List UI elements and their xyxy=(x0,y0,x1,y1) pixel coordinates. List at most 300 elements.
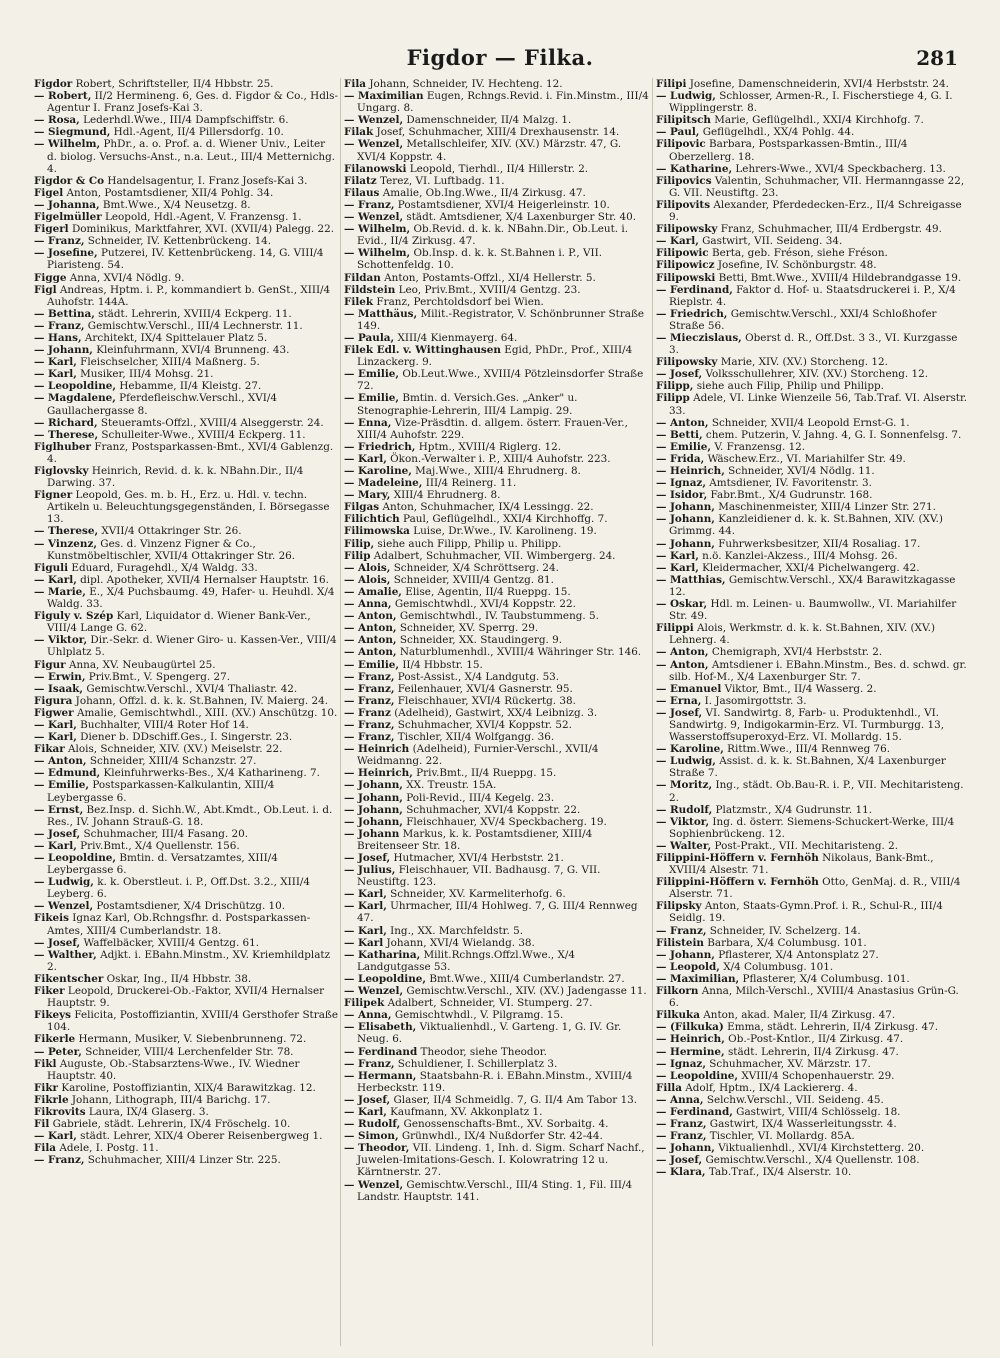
directory-entry xyxy=(34,90,338,114)
entry-details: Diener b. DDschiff.Ges., I. Singerstr. 23. xyxy=(80,731,293,744)
entry-name: — Matthias, xyxy=(656,573,726,586)
entry-name: Filatz xyxy=(344,174,377,187)
directory-entry xyxy=(34,586,338,610)
entry-name: — Hermann, xyxy=(344,1069,417,1082)
entry-details: Tischler, XII/4 Wolfgangg. 36. xyxy=(397,731,555,744)
entry-details: Franz, Perchtoldsdorf bei Wien. xyxy=(376,295,544,308)
entry-name: — Anton, xyxy=(344,646,397,659)
entry-name: Filippi xyxy=(656,622,694,635)
entry-name: — Hans, xyxy=(34,331,82,344)
entry-details: Putzerei, IV. Kettenbrückeng. 14, G. VIII/4 Piaristeng. 54. xyxy=(47,247,324,272)
directory-entry xyxy=(34,211,338,223)
entry-name: Fiker xyxy=(34,985,65,998)
directory-entry xyxy=(344,308,650,332)
entry-name: — Viktor, xyxy=(34,634,88,647)
entry-details: Ökon.-Verwalter i. P., XIII/4 Auhofstr. 223. xyxy=(390,452,611,465)
directory-entry xyxy=(34,949,338,973)
directory-entry xyxy=(344,634,650,646)
entry-details: Adele, I. Postg. 11. xyxy=(59,1142,159,1155)
entry-name: Filipovic xyxy=(656,138,706,151)
entry-name: Filipowski xyxy=(656,271,716,284)
entry-name: — Paula, xyxy=(344,331,395,344)
entry-details: Luise, Dr.Wwe., IV. Karolineng. 19. xyxy=(413,525,597,538)
directory-entry xyxy=(34,743,338,755)
directory-entry xyxy=(34,320,338,332)
directory-entry xyxy=(344,888,650,900)
entry-name: — Emilie, xyxy=(34,779,89,792)
entry-details: Schneider, XIII/4 Schanzstr. 27. xyxy=(89,755,257,768)
entry-name: — Anna, xyxy=(344,598,392,611)
entry-details: Adele, VI. Linke Wienzeile 56, Tab.Traf. VI. Alserstr. 33. xyxy=(669,392,968,417)
entry-details: Chemigraph, XVI/4 Herbststr. 2. xyxy=(711,646,883,659)
directory-entry xyxy=(344,114,650,126)
directory-entry xyxy=(34,1033,338,1045)
directory-column-2 xyxy=(344,78,650,1350)
entry-details: Schuhmacher, III/4 Fasang. 20. xyxy=(83,827,249,840)
entry-name: Filek xyxy=(344,295,374,308)
directory-entry xyxy=(344,719,650,731)
directory-entry xyxy=(344,695,650,707)
entry-name: — Rudolf, xyxy=(344,1118,401,1131)
entry-name: — Franz, xyxy=(344,718,395,731)
entry-details: Johann, XVI/4 Wielandg. 38. xyxy=(386,936,535,949)
directory-entry xyxy=(656,937,968,949)
entry-name: Fikr xyxy=(34,1081,58,1094)
entry-name: — Ludwig, xyxy=(656,90,716,103)
directory-entry xyxy=(344,562,650,574)
entry-details: Hutmacher, XVI/4 Herbststr. 21. xyxy=(393,852,564,864)
entry-name: Figge xyxy=(34,271,67,284)
entry-details: E., X/4 Puchsbaumg. 49, Hafer- u. Heuhdl. X/4 Waldg. 33. xyxy=(47,585,335,611)
directory-entry xyxy=(656,138,968,162)
directory-entry xyxy=(344,852,650,864)
directory-entry xyxy=(344,659,650,671)
entry-details: VII. Lindeng. 1, Inh. d. Sigm. Scharf Nachf., Juwelen-Imitations-Gesch. I. Kolowratring 12 u. Kärntnerstr. 27. xyxy=(357,1142,645,1179)
directory-entry xyxy=(34,272,338,284)
directory-entry xyxy=(656,356,968,368)
directory-entry xyxy=(656,755,968,779)
entry-details: Kaufmann, XV. Akkonplatz 1. xyxy=(390,1105,543,1118)
entry-details: Milit.Rchngs.Offzl.Wwe., X/4 Landgutgasse 53. xyxy=(357,948,576,973)
entry-details: Fuhrwerksbesitzer, XII/4 Rosaliag. 17. xyxy=(718,537,921,550)
entry-details: Schneider, XVII/4 Leopold Ernst-G. 1. xyxy=(711,416,910,429)
entry-name: — Wenzel, xyxy=(344,114,404,127)
entry-details: Heinrich, Revid. d. k. k. NBahn.Dir., II/4 Darwing. 37. xyxy=(47,465,304,490)
entry-details: Ob.Leut.Wwe., XVIII/4 Pötzleinsdorfer Straße 72. xyxy=(357,368,644,393)
entry-name: — Marie, xyxy=(34,585,86,598)
entry-name: Filanowski xyxy=(344,162,407,175)
entry-details: Josefine, Damenschneiderin, XVI/4 Herbststr. 24. xyxy=(689,78,949,90)
entry-details: Lederhdl.Wwe., III/4 Dampfschiffstr. 6. xyxy=(83,114,289,127)
entry-details: Anton, Postamts-Offzl., XI/4 Hellerstr. 5. xyxy=(384,271,596,284)
entry-details: Alois, Schneider, XIV. (XV.) Meiselstr. 22. xyxy=(68,743,283,756)
directory-entry xyxy=(344,501,650,513)
entry-name: — Johann, xyxy=(344,791,403,804)
entry-name: — Franz xyxy=(344,706,391,719)
directory-entry xyxy=(656,392,968,416)
entry-details: Robert, Schriftsteller, II/4 Hbbstr. 25. xyxy=(75,78,274,90)
directory-entry xyxy=(656,779,968,803)
directory-entry xyxy=(34,719,338,731)
directory-entry xyxy=(344,792,650,804)
directory-entry xyxy=(34,767,338,779)
entry-details: X/4 Columbusg. 101. xyxy=(723,960,834,973)
directory-entry xyxy=(34,1154,338,1166)
directory-entry xyxy=(344,646,650,658)
entry-details: Bmt.Wwe., XIII/4 Cumberlandstr. 27. xyxy=(429,972,625,985)
entry-name: — Johann, xyxy=(344,815,403,828)
entry-name: — Leopoldine, xyxy=(344,972,426,985)
entry-details: XIII/4 Ehrudnerg. 8. xyxy=(393,489,501,502)
entry-details: Assist. d. k. k. St.Bahnen, X/4 Laxenburger Straße 7. xyxy=(669,755,946,780)
entry-details: Schlosser, Armen-R., I. Fischerstiege 4, G. I. Wipplingerstr. 8. xyxy=(669,90,953,115)
entry-name: Figuli xyxy=(34,561,69,574)
entry-details: Otto, GenMaj. d. R., VIII/4 Alserstr. 71. xyxy=(669,876,961,901)
entry-details: Handelsagentur, I. Franz Josefs-Kai 3. xyxy=(107,174,308,187)
entry-name: Filipp xyxy=(656,392,690,405)
entry-name: — Siegmund, xyxy=(34,126,111,139)
entry-details: Berta, geb. Fréson, siehe Fréson. xyxy=(711,247,888,260)
entry-name: — Therese, xyxy=(34,525,99,538)
entry-details: Ing. d. österr. Siemens-Schuckert-Werke, III/4 Sophienbrückeng. 12. xyxy=(669,815,955,840)
directory-entry xyxy=(656,235,968,247)
directory-entry xyxy=(34,828,338,840)
entry-details: Gemischtw.Verschl., XVI/4 Thaliastr. 42. xyxy=(86,682,298,695)
entry-name: — Richard, xyxy=(34,416,98,429)
directory-entry xyxy=(344,1094,650,1106)
entry-details: Hdl. m. Leinen- u. Baumwollw., VI. Mariahilfer Str. 49. xyxy=(669,598,957,623)
entry-details: Postamtsdiener, XVI/4 Heigerleinstr. 10. xyxy=(397,198,610,211)
entry-details: Viktualienhdl., V. Garteng. 1, G. IV. Gr. Neug. 6. xyxy=(357,1021,622,1046)
entry-details: Leopold, Ges. m. b. H., Erz. u. Hdl. v. techn. Artikeln u. Beleuchtungsgegenständen, I. Börsegasse 13. xyxy=(47,489,330,526)
entry-details: Anton, Schuhmacher, IX/4 Lessingg. 22. xyxy=(382,501,594,514)
entry-name: Figerl xyxy=(34,223,69,236)
directory-entry xyxy=(344,513,650,525)
entry-name: — Anton, xyxy=(344,622,397,635)
directory-entry xyxy=(344,779,650,791)
entry-details: Fleischhauer, XV/4 Speckbacherg. 19. xyxy=(406,815,607,828)
directory-entry xyxy=(344,767,650,779)
entry-name: — Katharina, xyxy=(344,948,421,961)
entry-name: — Karl, xyxy=(344,924,387,937)
directory-entry xyxy=(344,175,650,187)
entry-details: Post-Prakt., VII. Mechitaristeng. 2. xyxy=(714,839,899,852)
directory-entry xyxy=(344,465,650,477)
entry-name: Filimowska xyxy=(344,525,410,538)
entry-name: Filipp, xyxy=(656,380,694,393)
entry-details: Emma, städt. Lehrerin, II/4 Zirkusg. 47. xyxy=(727,1021,939,1034)
entry-details: Priv.Bmt., X/4 Quellenstr. 156. xyxy=(80,839,240,852)
entry-name: — Ferdinand, xyxy=(656,283,733,296)
directory-entry xyxy=(34,465,338,489)
entry-name: Filippini-Höffern v. Fernhöh xyxy=(656,876,819,889)
entry-name: — Franz, xyxy=(34,235,85,248)
directory-entry xyxy=(34,235,338,247)
entry-name: — Anton, xyxy=(344,610,397,623)
entry-name: — Viktor, xyxy=(656,815,710,828)
entry-name: — Karl, xyxy=(344,452,387,465)
entry-name: — Karl, xyxy=(344,888,387,901)
entry-name: — Karl, xyxy=(656,549,699,562)
entry-name: — Johann, xyxy=(344,803,403,816)
entry-details: Adolf, Hptm., IX/4 Lackiererg. 4. xyxy=(685,1081,858,1094)
entry-details: Schuhmacher, XVI/4 Koppstr. 52. xyxy=(397,718,572,731)
entry-name: Figwer xyxy=(34,706,74,719)
entry-name: — Maximilian, xyxy=(656,972,740,985)
entry-details: Auguste, Ob.-Stabsarztens-Wwe., IV. Wiedner Hauptstr. 40. xyxy=(47,1057,300,1082)
entry-details: II/4 Hbbstr. 15. xyxy=(402,658,483,671)
directory-entry xyxy=(656,163,968,175)
directory-entry xyxy=(344,538,650,550)
entry-name: Fikar xyxy=(34,743,65,756)
entry-details: Gemischtwhdl., XVI/4 Koppstr. 22. xyxy=(394,598,576,611)
entry-details: Amtsdiener i. EBahn.Minstm., Bes. d. schwd. gr. silb. Hof-M., X/4 Laxenburger Str. 7. xyxy=(669,658,967,683)
directory-entry xyxy=(34,223,338,235)
entry-name: — Josefine, xyxy=(34,247,98,260)
entry-details: Gabriele, städt. Lehrerin, IX/4 Fröschelg. 10. xyxy=(52,1118,291,1131)
column-divider xyxy=(652,78,653,1346)
entry-details: Schneider, XV. Karmeliterhofg. 6. xyxy=(390,888,566,901)
entry-details: Schuhmacher, XIII/4 Linzer Str. 225. xyxy=(87,1154,281,1167)
entry-name: — Edmund, xyxy=(34,767,101,780)
entry-details: Fabr.Bmt., X/4 Gudrunstr. 168. xyxy=(710,489,873,502)
directory-entry xyxy=(656,659,968,683)
entry-details: Oskar, Ing., II/4 Hbbstr. 38. xyxy=(106,972,252,985)
entry-details: Leopold, Druckerei-Ob.-Faktor, XVII/4 Hernalser Hauptstr. 9. xyxy=(47,985,325,1010)
directory-entry xyxy=(344,1179,650,1203)
directory-column-3 xyxy=(656,78,968,1350)
entry-details: Josefine, IV. Schönburgstr. 48. xyxy=(717,259,877,272)
directory-entry xyxy=(344,247,650,271)
entry-details: Kleidermacher, XXI/4 Pichelwangerg. 42. xyxy=(702,561,920,574)
directory-entry xyxy=(34,1094,338,1106)
directory-entry xyxy=(656,90,968,114)
entry-details: (Adelheid), Gastwirt, XX/4 Leibnizg. 3. xyxy=(394,706,598,719)
entry-name: — Wenzel, xyxy=(344,138,404,151)
entry-details: Fleischselcher, XIII/4 Maßnerg. 5. xyxy=(80,356,260,369)
directory-entry xyxy=(656,501,968,513)
entry-name: Filkorn xyxy=(656,985,699,998)
entry-name: — Ignaz, xyxy=(656,1057,706,1070)
entry-name: Filipi xyxy=(656,78,687,90)
entry-details: Architekt, IX/4 Spittelauer Platz 5. xyxy=(84,331,268,344)
directory-entry xyxy=(34,1058,338,1082)
entry-name: — Heinrich, xyxy=(656,1033,725,1046)
directory-entry xyxy=(34,900,338,912)
entry-details: Waffelbäcker, XVIII/4 Gentzg. 61. xyxy=(83,936,260,949)
entry-name: — Friedrich, xyxy=(656,307,728,320)
entry-details: n.ö. Kanzlei-Akzess., III/4 Mohsg. 26. xyxy=(702,549,898,562)
entry-details: Postsparkassen-Kalkulantin, XIII/4 Leybergasse 6. xyxy=(47,779,275,804)
directory-entry xyxy=(34,78,338,90)
entry-name: Fikl xyxy=(34,1057,57,1070)
entry-name: — Heinrich, xyxy=(656,465,725,477)
entry-name: Figelmüller xyxy=(34,211,102,224)
entry-name: — (Filkuka) xyxy=(656,1021,724,1034)
directory-entry xyxy=(34,187,338,199)
entry-details: städt. Lehrerin, II/4 Zirkusg. 47. xyxy=(727,1045,899,1058)
directory-entry xyxy=(656,114,968,126)
entry-details: Gemischtw.Verschl., XXI/4 Schloßhofer Straße 56. xyxy=(669,307,937,332)
directory-entry xyxy=(344,489,650,501)
entry-name: — Karl, xyxy=(34,356,77,369)
entry-name: — Heinrich, xyxy=(344,767,413,780)
entry-details: Wäschew.Erz., VI. Mariahilfer Str. 49. xyxy=(707,452,906,465)
entry-name: — Bettina, xyxy=(34,307,95,320)
directory-entry xyxy=(344,1021,650,1045)
directory-entry xyxy=(656,247,968,259)
directory-entry xyxy=(656,465,968,477)
directory-entry xyxy=(656,804,968,816)
directory-entry xyxy=(34,308,338,320)
entry-name: — Karl, xyxy=(34,839,77,852)
entry-name: Fikentscher xyxy=(34,972,104,985)
directory-entry xyxy=(344,126,650,138)
directory-entry xyxy=(34,779,338,803)
entry-name: Figlhuber xyxy=(34,440,91,453)
entry-name: — Josef, xyxy=(656,1154,703,1167)
entry-details: XX. Treustr. 15A. xyxy=(406,779,497,792)
directory-entry xyxy=(344,392,650,416)
directory-entry xyxy=(656,538,968,550)
entry-details: Pflasterer, X/4 Antonsplatz 27. xyxy=(718,948,879,961)
entry-name: — Paul, xyxy=(656,126,700,139)
directory-entry xyxy=(656,562,968,574)
entry-details: Postamtsdiener, X/4 Drischützg. 10. xyxy=(96,900,286,913)
entry-name: Filek Edl. v. Wittinghausen xyxy=(344,344,501,357)
entry-details: Lehrers-Wwe., XVI/4 Speckbacherg. 13. xyxy=(735,162,946,175)
entry-details: Geflügelhdl., XX/4 Pohlg. 44. xyxy=(702,126,855,139)
directory-entry xyxy=(656,707,968,743)
directory-entry xyxy=(344,296,650,308)
entry-name: — Wenzel, xyxy=(344,985,404,998)
entry-name: Fikerle xyxy=(34,1033,76,1046)
directory-entry xyxy=(656,1106,968,1118)
entry-details: Hptm., XVIII/4 Riglerg. 12. xyxy=(418,440,562,453)
entry-details: Gemischtw.Verschl., III/4 Lechnerstr. 11. xyxy=(87,319,303,332)
entry-name: — Karl, xyxy=(34,368,77,381)
entry-details: Kleinfuhrmann, XVI/4 Brunneng. 43. xyxy=(96,344,290,357)
entry-details: Bmtin. d. Versich.Ges. „Anker" u. Stenographie-Lehrerin, III/4 Lampig. 29. xyxy=(357,392,578,417)
directory-entry xyxy=(656,840,968,852)
entry-details: Maschinenmeister, XIII/4 Linzer Str. 271. xyxy=(718,501,936,514)
entry-details: Felicita, Postoffiziantin, XVIII/4 Gersthofer Straße 104. xyxy=(47,1009,338,1034)
entry-name: Filistein xyxy=(656,936,704,949)
page-number: 281 xyxy=(916,46,958,70)
entry-name: Filipek xyxy=(344,997,385,1010)
directory-entry xyxy=(344,828,650,852)
entry-details: Gemischtwhdl., V. Pilgramg. 15. xyxy=(394,1009,564,1022)
entry-name: Filipowic xyxy=(656,247,709,260)
entry-details: Schneider, XVI/4 Nödlg. 11. xyxy=(728,465,875,477)
directory-entry xyxy=(344,985,650,997)
entry-name: — Klara, xyxy=(656,1166,706,1179)
entry-name: — Johann, xyxy=(656,537,715,550)
entry-name: Filipitsch xyxy=(656,114,711,127)
entry-name: Fikrovits xyxy=(34,1105,86,1118)
directory-entry xyxy=(344,187,650,199)
entry-name: Fildan xyxy=(344,271,381,284)
entry-details: II/2 Hermineng. 6, Ges. d. Figdor & Co., Hdls-Agentur I. Franz Josefs-Kai 3. xyxy=(47,90,338,115)
directory-entry xyxy=(344,525,650,537)
entry-name: — Therese, xyxy=(34,428,99,441)
entry-name: — Franz, xyxy=(344,1057,395,1070)
directory-entry xyxy=(34,985,338,1009)
entry-name: — Katharine, xyxy=(656,162,733,175)
directory-entry xyxy=(34,659,338,671)
directory-entry xyxy=(344,925,650,937)
directory-entry xyxy=(656,985,968,1009)
page-header xyxy=(0,0,1000,72)
entry-details: III/4 Reinerg. 11. xyxy=(425,477,517,490)
entry-details: Hdl.-Agent, II/4 Pillersdorfg. 10. xyxy=(113,126,284,139)
entry-name: Filak xyxy=(344,126,374,139)
directory-entry xyxy=(656,1118,968,1130)
entry-details: V. Franzensg. 12. xyxy=(714,440,806,453)
entry-details: Alexander, Pferdedecken-Erz., II/4 Schreigasse 9. xyxy=(669,198,962,224)
entry-name: — Leopoldine, xyxy=(34,852,116,864)
entry-details: Schuldiener, I. Schillerplatz 3. xyxy=(397,1057,558,1070)
entry-details: Gastwirt, VII. Seideng. 34. xyxy=(702,235,843,248)
entry-name: — Emilie, xyxy=(344,392,399,405)
entry-details: Markus, k. k. Postamtsdiener, XIII/4 Breitenseer Str. 18. xyxy=(357,827,593,852)
directory-entry xyxy=(344,441,650,453)
entry-details: Fleischhauer, XVI/4 Rückertg. 38. xyxy=(397,694,576,707)
entry-details: XIII/4 Kienmayerg. 64. xyxy=(397,331,518,344)
directory-entry xyxy=(656,126,968,138)
entry-name: Filippini-Höffern v. Fernhöh xyxy=(656,852,819,864)
entry-name: — Ludwig, xyxy=(656,755,716,768)
column-divider xyxy=(340,78,341,1346)
entry-name: — Franz, xyxy=(344,198,395,211)
entry-details: Laura, IX/4 Glaserg. 3. xyxy=(88,1105,209,1118)
entry-name: — Ludwig, xyxy=(34,876,94,889)
directory-entry xyxy=(34,937,338,949)
directory-entry xyxy=(34,332,338,344)
entry-name: Figur xyxy=(34,658,66,671)
entry-name: Filipowsky xyxy=(656,223,718,236)
entry-name: — Erwin, xyxy=(34,670,86,683)
directory-entry xyxy=(34,1082,338,1094)
entry-name: — Anna, xyxy=(656,1093,704,1106)
directory-entry xyxy=(656,973,968,985)
directory-entry xyxy=(656,1154,968,1166)
entry-details: Genossenschafts-Bmt., XV. Sorbaitg. 4. xyxy=(403,1118,609,1131)
entry-name: — Josef, xyxy=(344,1093,391,1106)
entry-name: — Johanna, xyxy=(34,198,100,211)
entry-details: Leopold, Hdl.-Agent, V. Franzensg. 1. xyxy=(105,211,302,224)
directory-entry xyxy=(656,949,968,961)
entry-details: Gastwirt, IX/4 Wasserleitungsstr. 4. xyxy=(709,1118,897,1131)
entry-name: Filipovits xyxy=(656,198,711,211)
entry-name: Filgas xyxy=(344,501,380,514)
entry-details: siehe auch Filip, Philip und Philipp. xyxy=(696,380,884,393)
entry-name: — Karl, xyxy=(34,731,77,744)
directory-entry xyxy=(34,417,338,429)
entry-name: — Maximilian xyxy=(344,90,424,103)
entry-details: Barbara, Postsparkassen-Bmtin., III/4 Oberzellerg. 18. xyxy=(669,138,908,163)
directory-entry xyxy=(344,550,650,562)
entry-name: — Franz, xyxy=(344,670,395,683)
entry-details: Leopold, Tierhdl., II/4 Hillerstr. 2. xyxy=(409,162,589,175)
entry-details: Schneider, XX. Staudingerg. 9. xyxy=(399,634,563,647)
directory-entry xyxy=(656,925,968,937)
directory-entry xyxy=(344,1046,650,1058)
entry-details: Poli-Revid., III/4 Kegelg. 23. xyxy=(406,791,555,804)
directory-entry xyxy=(344,949,650,973)
entry-details: Fleischhauer, VII. Badhausg. 7, G. VII. Neustiftg. 123. xyxy=(357,864,601,889)
directory-entry xyxy=(656,1033,968,1045)
